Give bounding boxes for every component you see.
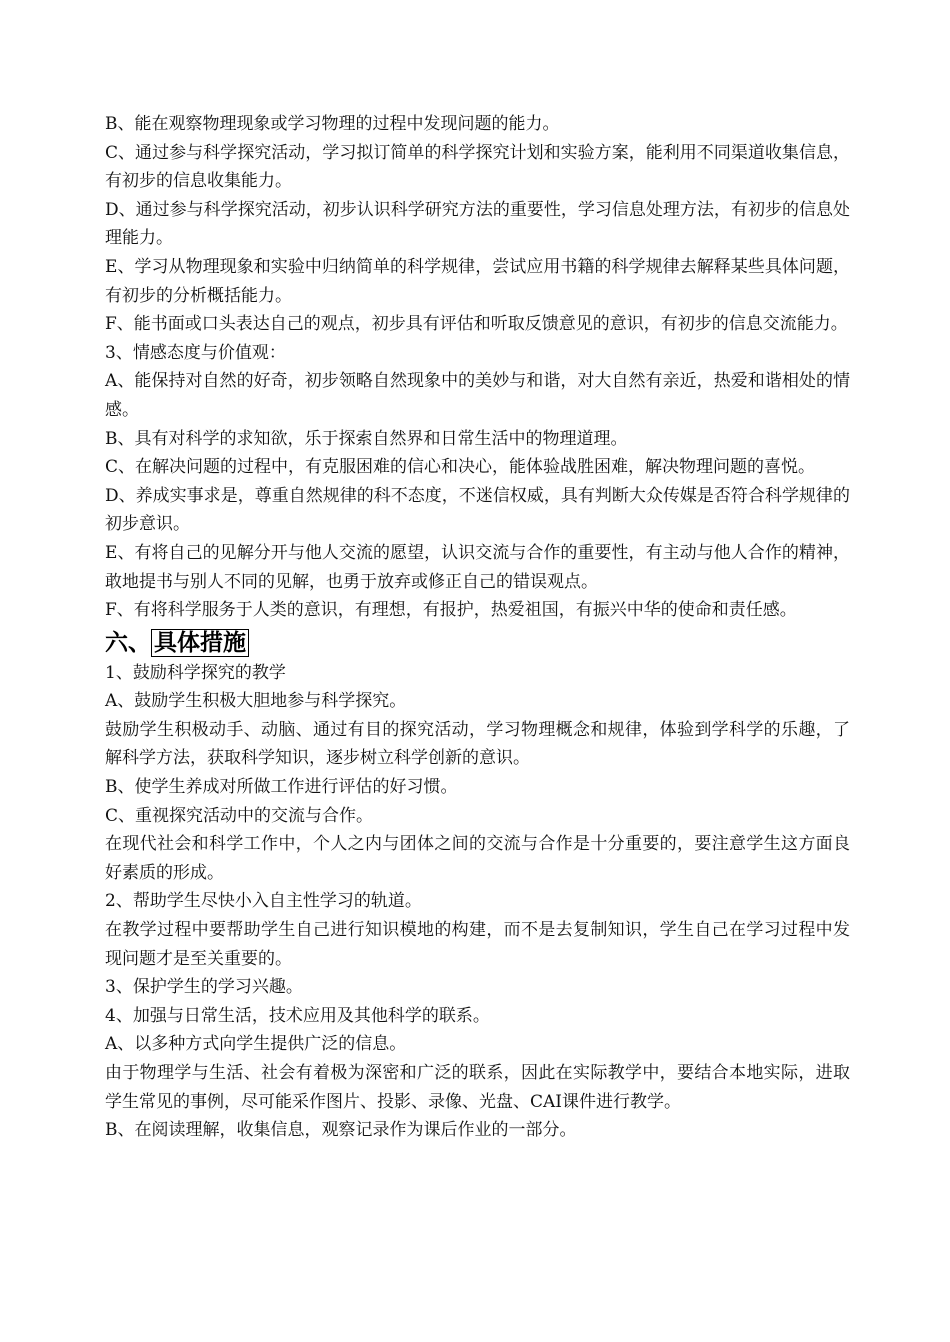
paragraph: E、有将自己的见解分开与他人交流的愿望，认识交流与合作的重要性，有主动与他人合作的精神，敢地提书与别人不同的见解，也勇于放弃或修正自己的错误观点。 — [105, 542, 850, 592]
paragraph: 3、保护学生的学习兴趣。 — [105, 977, 303, 998]
paragraph: A、鼓励学生积极大胆地参与科学探究。 — [105, 691, 407, 712]
paragraph: 3、情感态度与价值观： — [105, 342, 286, 363]
paragraph: C、在解决问题的过程中，有克服困难的信心和决心，能体验战胜困难，解决物理问题的喜悦。 — [105, 457, 816, 478]
paragraph: A、以多种方式向学生提供广泛的信息。 — [105, 1034, 407, 1055]
paragraph: C、通过参与科学探究活动，学习拟订简单的科学探究计划和实验方案，能利用不同渠道收集信息，有初步的信息收集能力。 — [105, 142, 850, 192]
document-page — [105, 110, 850, 1145]
paragraph: F、能书面或口头表达自己的观点，初步具有评估和听取反馈意见的意识，有初步的信息交流能力。 — [105, 314, 848, 335]
paragraph: 由于物理学与生活、社会有着极为深密和广泛的联系，因此在实际教学中，要结合本地实际，进取学生常见的事例，尽可能采作图片、投影、录像、光盘、CAI课件进行教学。 — [105, 1063, 850, 1112]
paragraph: 1、鼓励科学探究的教学 — [105, 662, 286, 683]
heading-prefix: 六、 — [105, 629, 151, 656]
paragraph: B、在阅读理解，收集信息，观察记录作为课后作业的一部分。 — [105, 1120, 577, 1141]
section-heading — [105, 627, 850, 659]
paragraph: D、通过参与科学探究活动，初步认识科学研究方法的重要性，学习信息处理方法，有初步的信息处理能力。 — [105, 199, 850, 249]
paragraph: B、使学生养成对所做工作进行评估的好习惯。 — [105, 777, 458, 798]
paragraph: E、学习从物理现象和实验中归纳简单的科学规律，尝试应用书籍的科学规律去解释某些具体问题，有初步的分析概括能力。 — [105, 256, 850, 306]
paragraph: F、有将科学服务于人类的意识，有理想，有报护，热爱祖国，有振兴中华的使命和责任感。 — [105, 600, 797, 621]
heading-boxed-title: 具体措施 — [151, 629, 249, 657]
paragraph: 在教学过程中要帮助学生自己进行知识模地的构建，而不是去复制知识，学生自己在学习过程中发现问题才是至关重要的。 — [105, 920, 850, 969]
paragraph: C、重视探究活动中的交流与合作。 — [105, 805, 374, 826]
paragraph: D、养成实事求是，尊重自然规律的科不态度，不迷信权威，具有判断大众传媒是否符合科学规律的初步意识。 — [105, 485, 850, 535]
paragraph: A、能保持对自然的好奇，初步领略自然现象中的美妙与和谐，对大自然有亲近，热爱和谐相处的情感。 — [105, 371, 850, 420]
paragraph: 2、帮助学生尽快小入自主性学习的轨道。 — [105, 891, 422, 912]
paragraph: 鼓励学生积极动手、动脑、通过有目的探究活动，学习物理概念和规律，体验到学科学的乐趣，了解科学方法，获取科学知识，逐步树立科学创新的意识。 — [105, 719, 850, 769]
paragraph: 在现代社会和科学工作中，个人之内与团体之间的交流与合作是十分重要的，要注意学生这方面良好素质的形成。 — [105, 834, 850, 883]
paragraph: B、能在观察物理现象或学习物理的过程中发现问题的能力。 — [105, 114, 560, 134]
paragraph: 4、加强与日常生活，技术应用及其他科学的联系。 — [105, 1005, 490, 1026]
paragraph: B、具有对科学的求知欲，乐于探索自然界和日常生活中的物理道理。 — [105, 428, 628, 449]
